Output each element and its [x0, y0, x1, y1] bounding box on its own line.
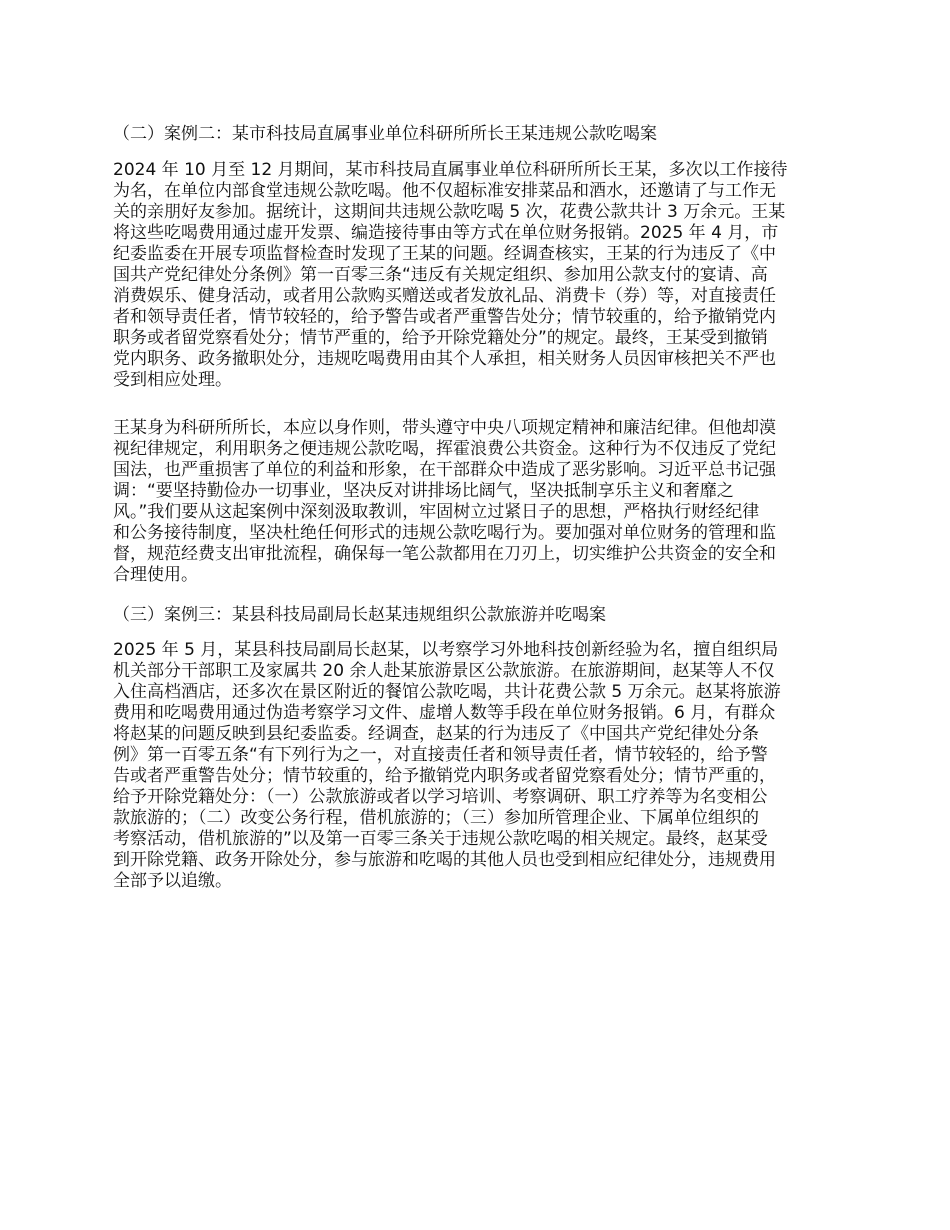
- section3-heading: （三）案例三：某县科技局副局长赵某违规组织公款旅游并吃喝案: [113, 605, 606, 625]
- section2-heading: （二）案例二：某市科技局直属事业单位科研所所长王某违规公款吃喝案: [113, 124, 657, 144]
- text-line: 风。”我们要从这起案例中深刻汲取教训，牢固树立过紧日子的思想，严格执行财经纪律: [113, 502, 760, 522]
- text-line: 全部予以追缴。: [113, 871, 232, 891]
- text-line: 和公务接待制度，坚决杜绝任何形式的违规公款吃喝行为。要加强对单位财务的管理和监: [113, 523, 776, 543]
- text-line: 将赵某的问题反映到县纪委监委。经调查，赵某的行为违反了《中国共产党纪律处分条: [113, 724, 759, 744]
- text-line: 费用和吃喝费用通过伪造考察学习文件、虚增人数等手段在单位财务报销。6 月，有群众: [113, 703, 776, 723]
- text-line: 视纪律规定，利用职务之便违规公款吃喝，挥霍浪费公共资金。这种行为不仅违反了党纪: [113, 439, 776, 459]
- text-line: 职务或者留党察看处分；情节严重的，给予开除党籍处分”的规定。最终，王某受到撤销: [113, 328, 768, 348]
- text-line: 为名，在单位内部食堂违规公款吃喝。他不仅超标准安排菜品和酒水，还邀请了与工作无: [113, 181, 776, 201]
- text-line: 国共产党纪律处分条例》第一百零三条“违反有关规定组织、参加用公款支付的宴请、高: [113, 265, 768, 285]
- text-line: 考察活动，借机旅游的”以及第一百零三条关于违规公款吃喝的相关规定。最终，赵某受: [113, 829, 768, 849]
- text-line: 将这些吃喝费用通过虚开发票、编造接待事由等方式在单位财务报销。2025 年 4 月，市: [113, 223, 779, 243]
- text-line: 者和领导责任者，情节较轻的，给予警告或者严重警告处分；情节较重的，给予撤销党内: [113, 307, 776, 327]
- text-line: 款旅游的；（二）改变公务行程，借机旅游的；（三）参加所管理企业、下属单位组织的: [113, 808, 759, 828]
- section3-paragraph-1: [113, 640, 853, 892]
- text-line: 纪委监委在开展专项监督检查时发现了王某的问题。经调查核实，王某的行为违反了《中: [113, 244, 776, 264]
- text-line: 王某身为科研所所长，本应以身作则，带头遵守中央八项规定精神和廉洁纪律。但他却漠: [113, 418, 776, 438]
- text-line: 国法，也严重损害了单位的利益和形象，在干部群众中造成了恶劣影响。习近平总书记强: [113, 460, 776, 480]
- text-line: 入住高档酒店，还多次在景区附近的餐馆公款吃喝，共计花费公款 5 万余元。赵某将旅游: [113, 682, 781, 702]
- text-line: 例》第一百零五条“有下列行为之一，对直接责任者和领导责任者，情节较轻的，给予警: [113, 745, 768, 765]
- text-line: 关的亲朋好友参加。据统计，这期间共违规公款吃喝 5 次，花费公款共计 3 万余元。王某: [113, 202, 786, 222]
- text-line: 受到相应处理。: [113, 370, 232, 390]
- text-line: 到开除党籍、政务开除处分，参与旅游和吃喝的其他人员也受到相应纪律处分，违规费用: [113, 850, 776, 870]
- text-line: 调：“要坚持勤俭办一切事业，坚决反对讲排场比阔气，坚决抵制享乐主义和奢靡之: [113, 481, 734, 501]
- text-line: 消费娱乐、健身活动，或者用公款购买赠送或者发放礼品、消费卡（券）等，对直接责任: [113, 286, 776, 306]
- text-line: 督，规范经费支出审批流程，确保每一笔公款都用在刀刃上，切实维护公共资金的安全和: [113, 544, 776, 564]
- text-line: 合理使用。: [113, 565, 198, 585]
- section2-paragraph-2: [113, 418, 853, 586]
- text-line: 2025 年 5 月，某县科技局副局长赵某，以考察学习外地科技创新经验为名，擅自组织局: [113, 640, 779, 660]
- text-line: 告或者严重警告处分；情节较重的，给予撤销党内职务或者留党察看处分；情节严重的，: [113, 766, 776, 786]
- text-line: 党内职务、政务撤职处分，违规吃喝费用由其个人承担，相关财务人员因审核把关不严也: [113, 349, 776, 369]
- text-line: 2024 年 10 月至 12 月期间，某市科技局直属事业单位科研所所长王某，多次以工作接待: [113, 160, 788, 180]
- text-line: 给予开除党籍处分：（一）公款旅游或者以学习培训、考察调研、职工疗养等为名变相公: [113, 787, 768, 807]
- text-line: 机关部分干部职工及家属共 20 余人赴某旅游景区公款旅游。在旅游期间，赵某等人不仅: [113, 661, 775, 681]
- section2-paragraph-1: [113, 160, 853, 391]
